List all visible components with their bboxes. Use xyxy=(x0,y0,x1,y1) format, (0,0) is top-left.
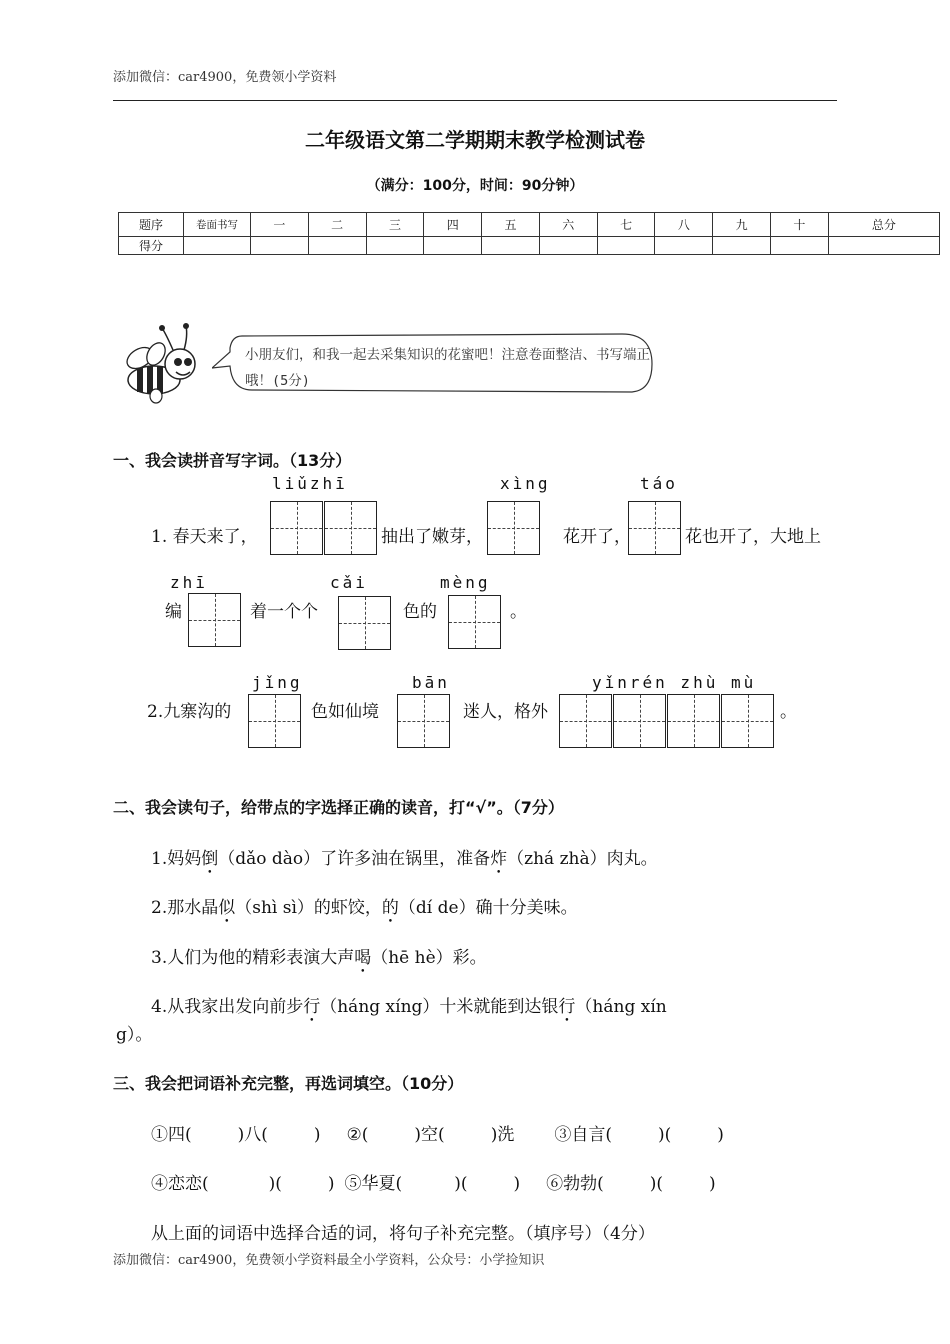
section-1-heading: 一、我会读拼音写字词。（13分） xyxy=(113,451,352,470)
score-cell: 九 xyxy=(713,213,771,237)
dotted-char: 倒 xyxy=(201,849,219,869)
q1-text: 色的 xyxy=(403,602,437,622)
q1-text: 花开了， xyxy=(563,527,631,547)
pronunciation-item: 4.从我家出发向前步行（háng xíng）十米就能到达银行（háng xín xyxy=(151,997,667,1017)
writing-grid-box[interactable] xyxy=(667,694,720,748)
score-cell: 六 xyxy=(539,213,597,237)
writing-grid-box[interactable] xyxy=(324,501,377,555)
pinyin-hint: mèng xyxy=(440,573,491,592)
score-input-cell[interactable] xyxy=(655,237,713,255)
page-title: 二年级语文第二学期期末教学检测试卷 xyxy=(305,128,645,152)
score-input-cell[interactable] xyxy=(539,237,597,255)
header-note: 添加微信：car4900，免费领小学资料 xyxy=(113,70,337,85)
score-input-cell[interactable] xyxy=(184,237,251,255)
q2-text: 迷人，格外 xyxy=(463,702,548,722)
writing-grid-box[interactable] xyxy=(448,595,501,649)
pronunciation-item: 3.人们为他的精彩表演大声喝（hē hè）彩。 xyxy=(151,948,487,968)
pinyin-hint: cǎi xyxy=(330,573,368,592)
writing-grid-box[interactable] xyxy=(721,694,774,748)
q1-text: 编 xyxy=(165,602,182,622)
score-input-cell[interactable] xyxy=(251,237,309,255)
pinyin-hint: bān xyxy=(412,673,450,692)
writing-grid-box[interactable] xyxy=(628,501,681,555)
score-cell: 总分 xyxy=(828,213,939,237)
q2-text: 2.九寨沟的 xyxy=(147,702,232,722)
page-subtitle: （满分：100分，时间：90分钟） xyxy=(366,178,584,194)
q1-text: 着一个个 xyxy=(250,602,318,622)
section-2-heading: 二、我会读句子，给带点的字选择正确的读音，打“√”。（7分） xyxy=(113,798,564,817)
score-table-header-row xyxy=(119,213,940,237)
score-input-cell[interactable] xyxy=(424,237,482,255)
writing-grid-box[interactable] xyxy=(188,593,241,647)
score-cell: 七 xyxy=(597,213,655,237)
pinyin-hint: jǐng xyxy=(252,673,303,692)
dotted-char: 行 xyxy=(558,997,576,1017)
pinyin-hint: xìng xyxy=(500,474,551,493)
score-cell: 题序 xyxy=(119,213,184,237)
score-cell: 二 xyxy=(308,213,366,237)
writing-grid-box[interactable] xyxy=(487,501,540,555)
bubble-text: 小朋友们，和我一起去采集知识的花蜜吧！注意卷面整洁、书写端正哦！(5分) xyxy=(245,347,650,389)
score-row-label: 得分 xyxy=(119,237,184,255)
writing-grid-box[interactable] xyxy=(559,694,612,748)
score-input-cell[interactable] xyxy=(771,237,829,255)
score-input-cell[interactable] xyxy=(482,237,540,255)
pronunciation-item: 1.妈妈倒（dǎo dào）了许多油在锅里，准备炸（zhá zhà）肉丸。 xyxy=(151,849,658,869)
score-cell: 一 xyxy=(251,213,309,237)
q1-text: 抽出了嫩芽， xyxy=(381,527,483,547)
score-table xyxy=(118,212,940,255)
idiom-row: ①四( )八( ) ②( )空( )洗 ③自言( )( ) xyxy=(151,1125,724,1145)
score-cell: 十 xyxy=(771,213,829,237)
pronunciation-item-continued: g）。 xyxy=(116,1025,153,1045)
writing-grid-box[interactable] xyxy=(270,501,323,555)
pinyin-hint: liǔzhī xyxy=(272,474,348,493)
footer-note: 添加微信：car4900，免费领小学资料最全小学资料，公众号：小学捡知识 xyxy=(113,1253,545,1268)
dotted-char: 行 xyxy=(303,997,321,1017)
score-cell: 四 xyxy=(424,213,482,237)
q2-text: 。 xyxy=(780,702,797,722)
pinyin-hint: yǐnrén zhù mù xyxy=(592,673,757,692)
score-table-score-row xyxy=(119,237,940,255)
score-input-cell[interactable] xyxy=(713,237,771,255)
writing-grid-box[interactable] xyxy=(613,694,666,748)
score-cell: 八 xyxy=(655,213,713,237)
score-cell: 卷面书写 xyxy=(184,213,251,237)
section-3-heading: 三、我会把词语补充完整，再选词填空。（10分） xyxy=(113,1074,464,1093)
score-input-cell[interactable] xyxy=(828,237,939,255)
writing-grid-box[interactable] xyxy=(338,596,391,650)
section-3-instruction: 从上面的词语中选择合适的词，将句子补充完整。（填序号）（4分） xyxy=(151,1224,655,1244)
dotted-char: 的 xyxy=(381,898,399,918)
score-cell: 三 xyxy=(366,213,424,237)
writing-grid-box[interactable] xyxy=(248,694,301,748)
pinyin-hint: táo xyxy=(640,474,678,493)
score-input-cell[interactable] xyxy=(366,237,424,255)
dotted-char: 炸 xyxy=(490,849,508,869)
score-cell: 五 xyxy=(482,213,540,237)
q1-text: 1. 春天来了， xyxy=(151,527,258,547)
bee-mascot-icon xyxy=(118,322,210,406)
writing-grid-box[interactable] xyxy=(397,694,450,748)
idiom-row: ④恋恋( )( ) ⑤华夏( )( ) ⑥勃勃( )( ) xyxy=(151,1174,716,1194)
q1-text: 花也开了，大地上 xyxy=(685,527,821,547)
header-divider xyxy=(113,100,837,101)
dotted-char: 似 xyxy=(218,898,236,918)
dotted-char: 喝 xyxy=(354,948,372,968)
score-input-cell[interactable] xyxy=(597,237,655,255)
pronunciation-item: 2.那水晶似（shì sì）的虾饺，的（dí de）确十分美味。 xyxy=(151,898,578,918)
q2-text: 色如仙境 xyxy=(311,702,379,722)
score-input-cell[interactable] xyxy=(308,237,366,255)
q1-text: 。 xyxy=(510,602,527,622)
pinyin-hint: zhī xyxy=(170,573,208,592)
